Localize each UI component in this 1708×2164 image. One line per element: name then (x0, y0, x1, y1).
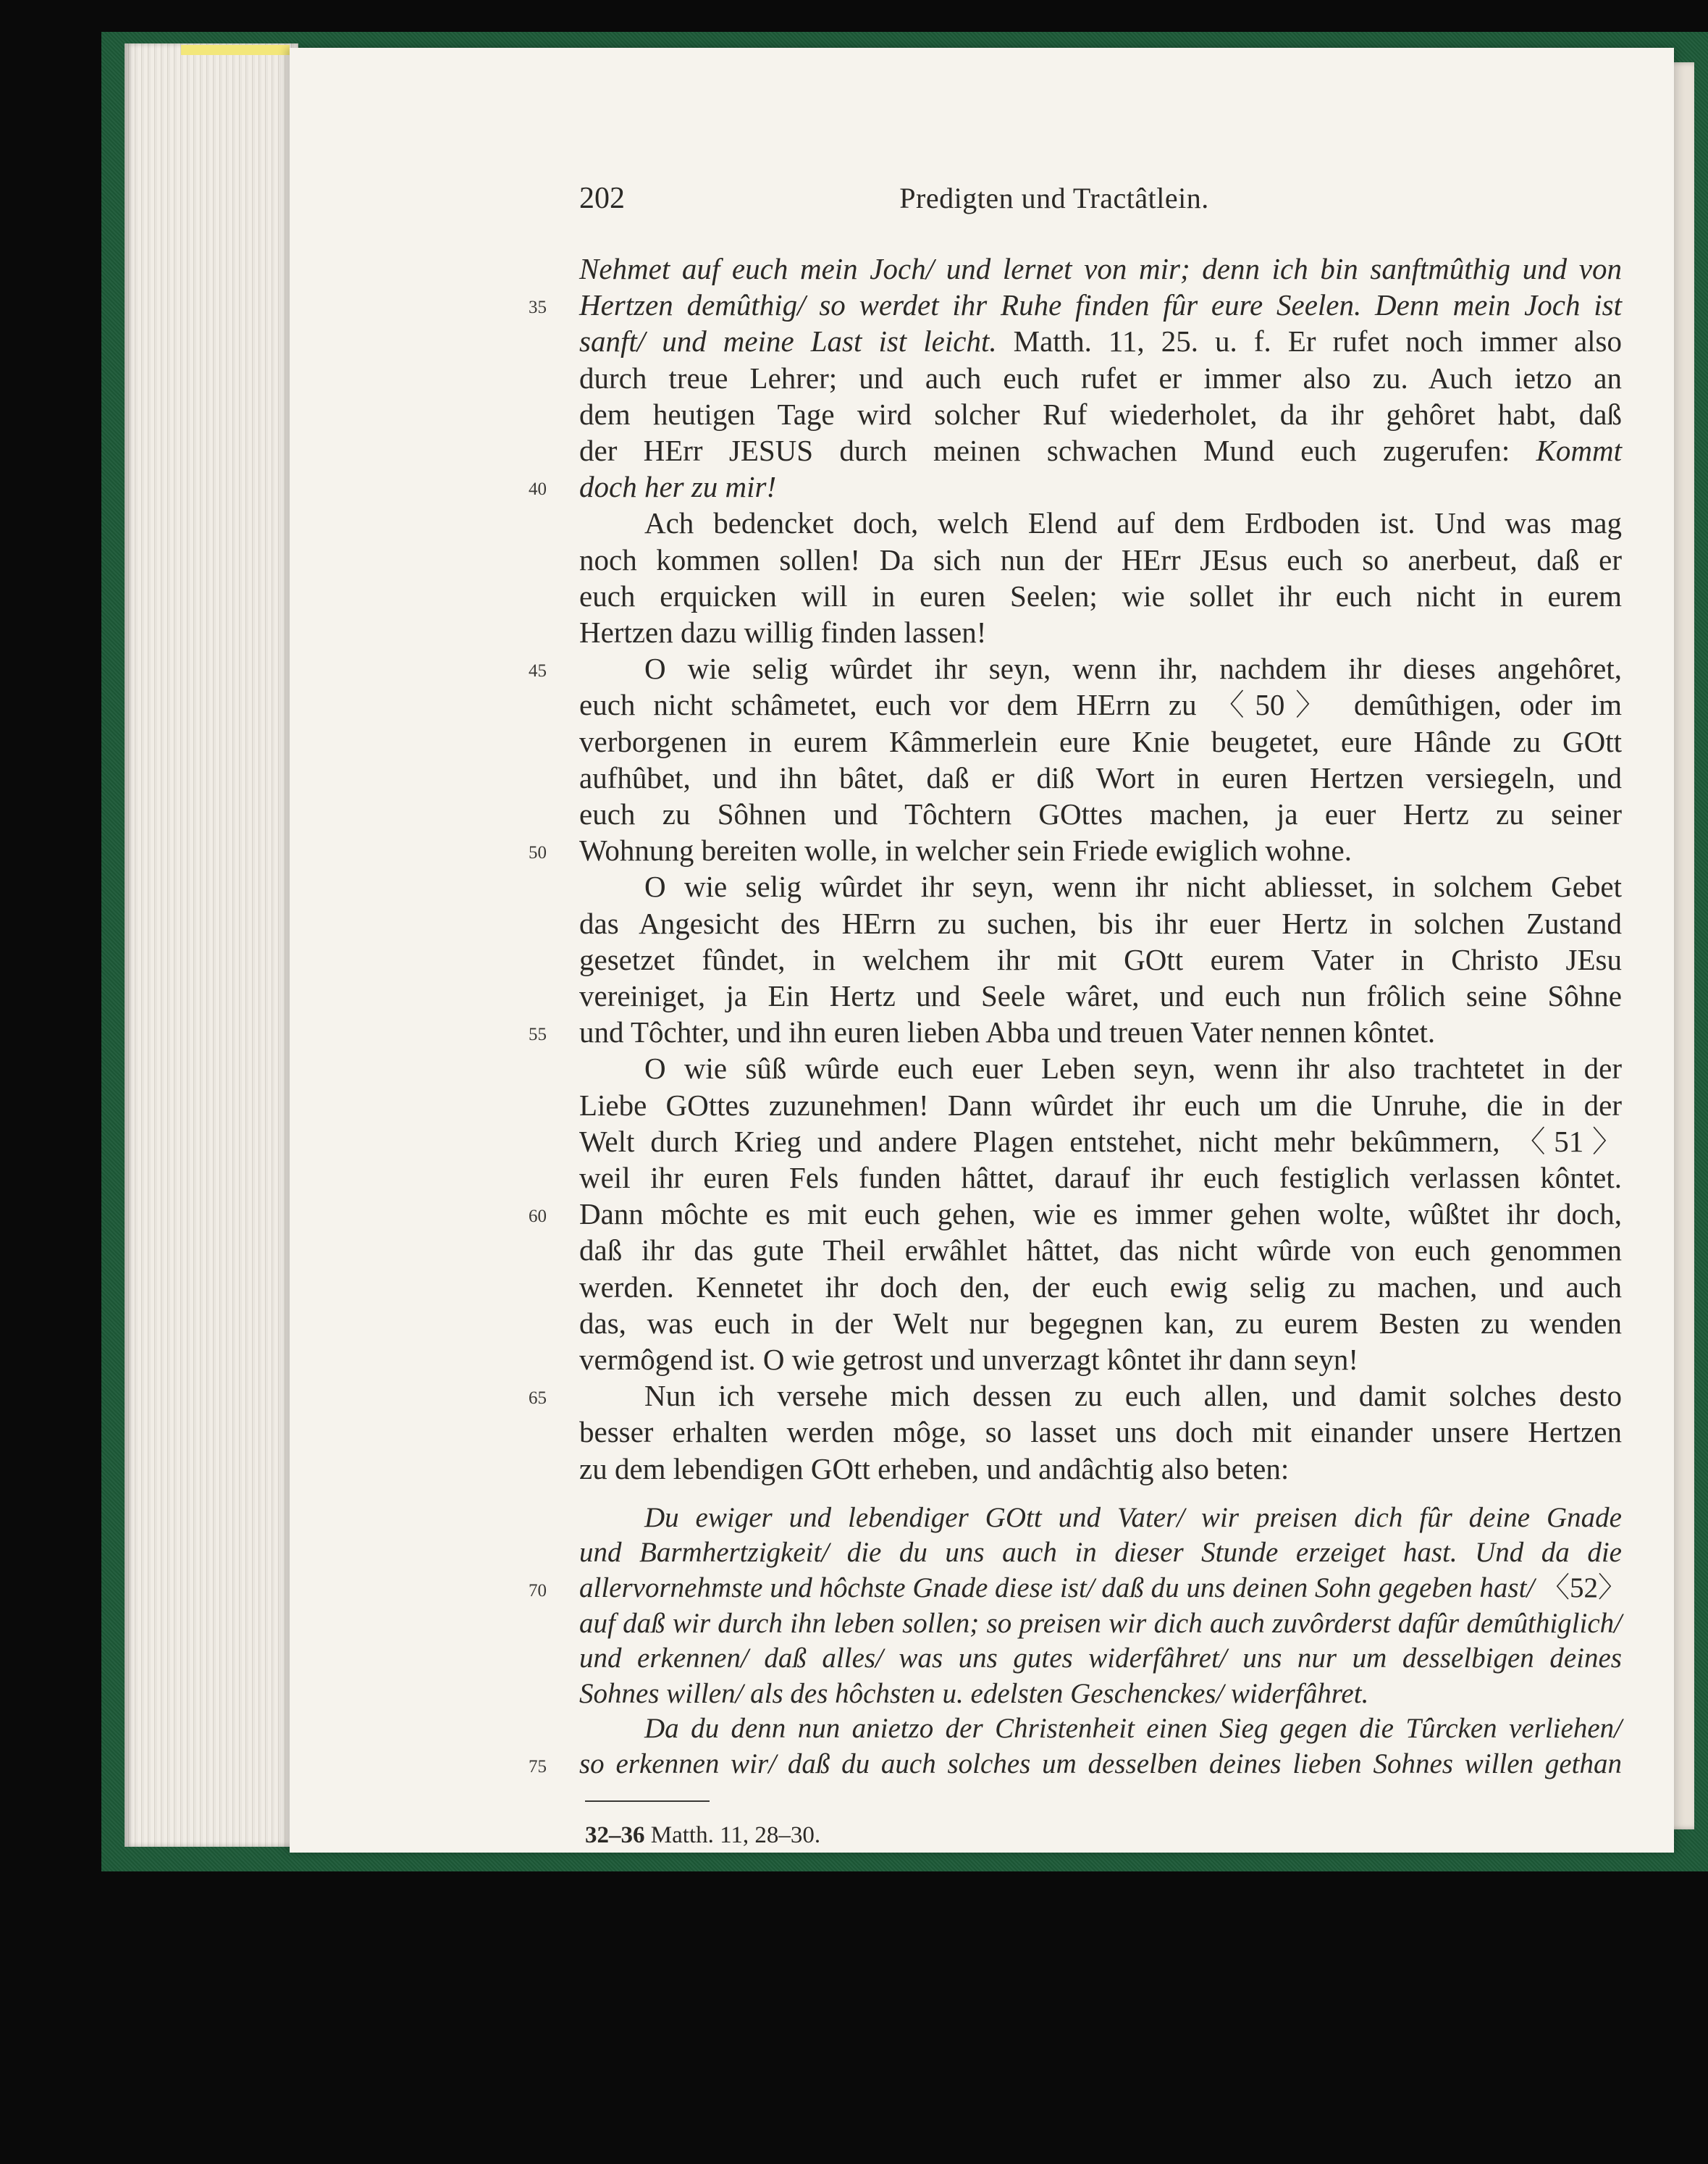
text-line (579, 322, 1622, 364)
roman-text: vermôgend ist. O wie getrost und unverzagt kôntet ihr dann seyn! (579, 1343, 1358, 1376)
roman-text: Welt durch Krieg und andere Plagen entstehet, nicht mehr bekûmmern, 〈51〉 (579, 1125, 1622, 1158)
line-number: 40 (529, 479, 547, 499)
roman-text: aufhûbet, und ihn bâtet, daß er diß Wort in euren Hertzen versiegeln, und (579, 761, 1622, 794)
roman-text: Liebe GOttes zuzunehmen! Dann wûrdet ihr euch um die Unruhe, die in der (579, 1089, 1622, 1122)
line-number: 50 (529, 843, 547, 863)
text-line (644, 868, 1622, 910)
roman-text: besser erhalten werden môge, so lasset uns doch mit einander unsere Hertzen (579, 1415, 1622, 1448)
line-number: 75 (529, 1757, 547, 1777)
roman-text: euch zu Sôhnen und Tôchtern GOttes machen, ja euer Hertz zu seiner (579, 797, 1622, 831)
text-line (644, 1049, 1622, 1091)
roman-text: O wie sûß wûrde euch euer Leben seyn, wenn ihr also trachtetet in der (644, 1052, 1622, 1085)
line-number: 65 (529, 1388, 547, 1408)
roman-text: daß ihr das gute Theil erwâhlet hâttet, das nicht wûrde von euch genommen (579, 1233, 1622, 1267)
roman-text: und Tôchter, und ihn euren lieben Abba und treuen Vater nennen kôntet. (579, 1015, 1436, 1049)
page-body (217, 0, 1627, 1883)
text-line (579, 1231, 1622, 1273)
roman-text: Matth. 11, 25. u. f. Er rufet noch immer also (996, 324, 1622, 358)
roman-text: euch nicht schâmetet, euch vor dem HErrn zu 〈50〉 demûthigen, oder im (579, 688, 1622, 721)
line-number: 35 (529, 298, 547, 317)
roman-text: O wie selig wûrdet ihr seyn, wenn ihr, nachdem ihr dieses angehôret, (644, 652, 1622, 685)
footnote-rule (585, 1800, 710, 1802)
italic-text: sanft/ und meine Last ist leicht. (579, 324, 997, 358)
roman-text: das, was euch in der Welt nur begegnen kan, zu eurem Besten zu wenden (579, 1307, 1622, 1340)
roman-text: weil ihr euren Fels funden hâttet, darauf ihr euch festiglich verlassen kôntet. (579, 1161, 1622, 1194)
roman-text: werden. Kennetet ihr doch den, der euch ewig selig zu machen, und auch (579, 1270, 1622, 1304)
roman-text: vereiniget, ja Ein Hertz und Seele wâret, und euch nun frôlich seine Sôhne (579, 979, 1622, 1012)
roman-text: Dann môchte es mit euch gehen, wie es immer gehen wolte, wûßtet ihr doch, (579, 1197, 1622, 1230)
roman-text: Nun ich versehe mich dessen zu euch allen, und damit solches desto (644, 1379, 1622, 1412)
italic-text: doch her zu mir! (579, 470, 777, 503)
roman-text: Ach bedencket doch, welch Elend auf dem Erdboden ist. Und was mag (644, 506, 1622, 540)
text-line (579, 1413, 1622, 1455)
italic-text: auf daß wir durch ihn leben sollen; so preisen wir dich auch zuvôrderst dafûr demûthiglich/ (579, 1608, 1622, 1639)
roman-text: der HErr JESUS durch meinen schwachen Mund euch zugerufen: (579, 434, 1536, 467)
roman-text: O wie selig wûrdet ihr seyn, wenn ihr nicht abliesset, in solchem Gebet (644, 870, 1622, 903)
text-line (579, 1745, 1622, 1787)
line-number: 55 (529, 1025, 547, 1044)
roman-text: euch erquicken will in euren Seelen; wie sollet ihr euch nicht in eurem (579, 579, 1622, 613)
text-line (579, 1450, 1622, 1492)
italic-text: allervornehmste und hôchste Gnade diese ist/ daß du uns deinen Sohn gegeben hast/ (579, 1572, 1542, 1603)
roman-text: Hertzen dazu willig finden lassen! (579, 616, 987, 649)
italic-text: Da du denn nun anietzo der Christenheit einen Sieg gegen die Tûrcken verliehen/ (644, 1713, 1622, 1744)
italic-text: Sohnes willen/ als des hôchsten u. edelsten Geschenckes/ widerfâhret. (579, 1678, 1369, 1709)
footnote-ref: 32–36 (585, 1822, 645, 1848)
footnote (585, 1818, 1309, 1853)
roman-text: gesetzet fûndet, in welchem ihr mit GOtt eurem Vater in Christo JEsu (579, 943, 1622, 976)
italic-text: Nehmet auf euch mein Joch/ und lernet von mir; denn ich bin sanftmûthig und von (579, 252, 1622, 285)
running-title: Predigten und Tractâtlein. (899, 182, 1209, 214)
text-line (579, 686, 1622, 728)
roman-text: noch kommen sollen! Da sich nun der HErr JEsus euch so anerbeut, daß er (579, 543, 1622, 576)
roman-text: Wohnung bereiten wolle, in welcher sein Friede ewiglich wohne. (579, 834, 1352, 867)
roman-text: 〈52〉 (1541, 1572, 1627, 1603)
line-number: 60 (529, 1207, 547, 1226)
line-number: 45 (529, 661, 547, 681)
italic-text: und erkennen/ daß alles/ was uns gutes widerfâhret/ uns nur um desselbigen deines (579, 1643, 1622, 1674)
italic-text: Du ewiger und lebendiger GOtt und Vater/ wir preisen dich fûr deine Gnade (644, 1502, 1622, 1533)
italic-text: Kommt (1536, 434, 1622, 467)
italic-text: und Barmhertzigkeit/ die du uns auch in dieser Stunde erzeiget hast. Und da die (579, 1537, 1622, 1568)
footnote-text: Matth. 11, 28–30. (644, 1822, 821, 1848)
roman-text: das Angesicht des HErrn zu suchen, bis ihr euer Hertz in solchen Zustand (579, 907, 1622, 940)
text-line (644, 504, 1622, 546)
italic-text: so erkennen wir/ daß du auch solches um desselben deines lieben Sohnes willen gethan (579, 1748, 1622, 1779)
roman-text: dem heutigen Tage wird solcher Ruf wiederholet, da ihr gehôret habt, daß (579, 398, 1622, 431)
roman-text: zu dem lebendigen GOtt erheben, und andâchtig also beten: (579, 1452, 1290, 1485)
line-number: 70 (529, 1581, 547, 1601)
italic-text: Hertzen demûthig/ so werdet ihr Ruhe finden fûr eure Seelen. Denn mein Joch ist (579, 288, 1622, 322)
page-number: 202 (579, 182, 625, 215)
roman-text: verborgenen in eurem Kâmmerlein eure Knie beugetet, eure Hânde zu GOtt (579, 725, 1622, 758)
roman-text: durch treue Lehrer; und auch euch rufet er immer also zu. Auch ietzo an (579, 361, 1622, 395)
